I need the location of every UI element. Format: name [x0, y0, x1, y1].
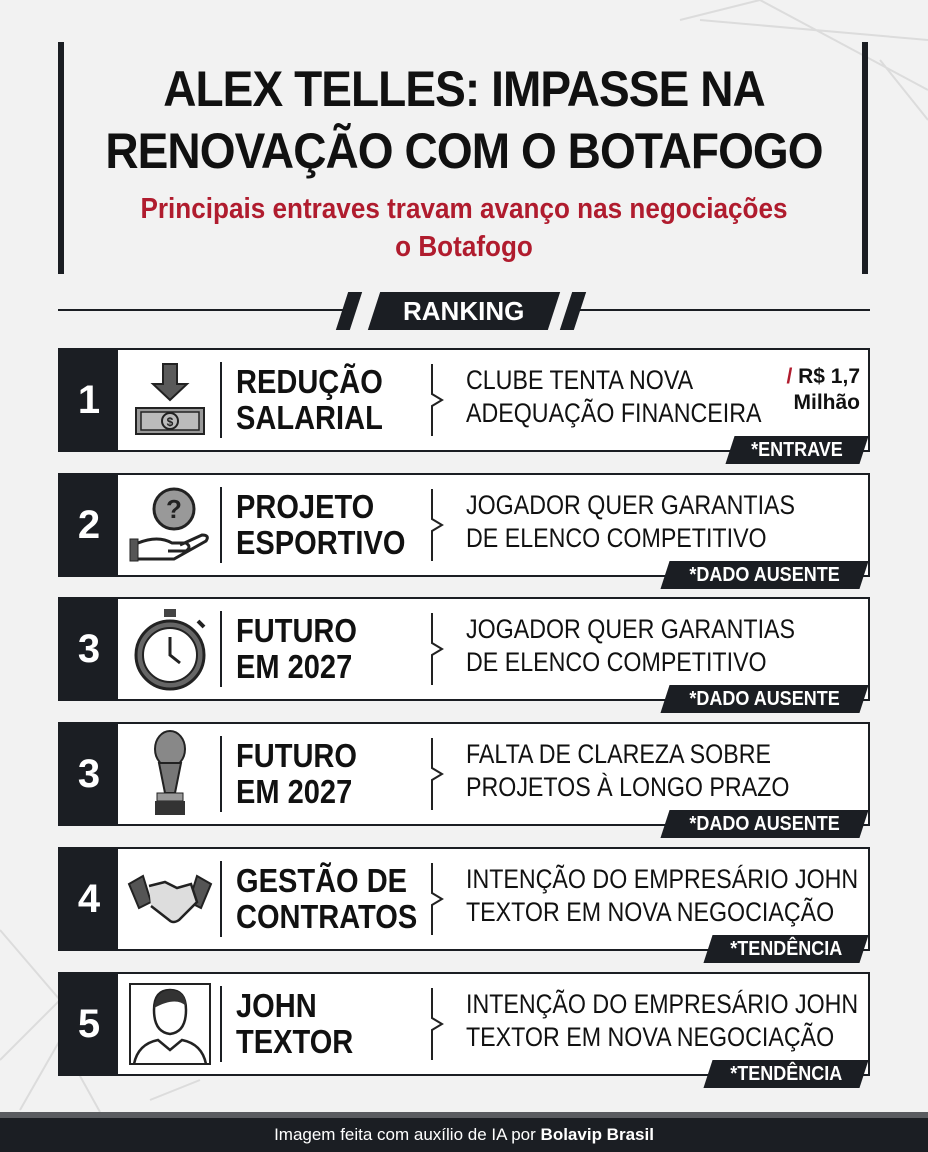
status-tag: *DADO AUSENTE: [660, 561, 868, 589]
row-title-line-1: REDUÇÃO: [236, 363, 383, 400]
row-description-line-2: TEXTOR EM NOVA NEGOCIAÇÃO: [466, 897, 835, 927]
title-line-2: RENOVAÇÃO COM O BOTAFOGO: [105, 123, 823, 179]
ranking-row: [58, 972, 870, 1085]
rank-number: 1: [60, 350, 118, 450]
page-subtitle: [109, 190, 818, 266]
row-title: [236, 988, 353, 1060]
question-hand-icon: [124, 483, 216, 567]
status-tag: *TENDÊNCIA: [703, 1060, 869, 1088]
subtitle-line-2: o Botafogo: [395, 231, 533, 263]
footer-text: Imagem feita com auxílio de IA por: [274, 1125, 536, 1144]
row-title-line-2: CONTRATOS: [236, 898, 418, 935]
rank-number: 2: [60, 475, 118, 575]
row-description-line-2: ADEQUAÇÃO FINANCEIRA: [466, 398, 762, 428]
row-title-line-1: JOHN: [236, 987, 317, 1024]
divider-left: [58, 309, 348, 311]
row-title-line-2: EM 2027: [236, 648, 353, 685]
row-description: [466, 489, 795, 555]
row-description-line-2: PROJETOS À LONGO PRAZO: [466, 772, 790, 802]
svg-text:$: $: [166, 415, 174, 429]
person-portrait-icon: [124, 982, 216, 1066]
row-title: [236, 364, 383, 436]
separator: [220, 487, 222, 563]
slash-mark: /: [786, 365, 799, 388]
row-title-line-1: FUTURO: [236, 612, 357, 649]
separator: [220, 986, 222, 1062]
status-tag: *ENTRAVE: [726, 436, 869, 464]
chevron-right-icon: [430, 863, 444, 935]
ranking-row: [58, 348, 870, 461]
footer-brand: Bolavip Brasil: [540, 1125, 654, 1144]
row-title: [236, 489, 405, 561]
row-description-line-2: DE ELENCO COMPETITIVO: [466, 523, 767, 553]
right-accent-bar: [862, 42, 868, 274]
row-description: [466, 364, 761, 430]
page-title: [102, 58, 827, 182]
row-title-line-2: ESPORTIVO: [236, 524, 406, 561]
chevron-right-icon: [430, 489, 444, 561]
value-amount: R$ 1,7: [798, 365, 860, 388]
rank-number: 5: [60, 974, 118, 1074]
separator: [220, 362, 222, 438]
subtitle-line-1: Principais entraves travam avanço nas negociações: [140, 193, 788, 225]
value-unit: Milhão: [793, 391, 860, 414]
row-description-line-2: DE ELENCO COMPETITIVO: [466, 647, 767, 677]
footer-credit: [0, 1112, 928, 1152]
row-description-line-1: FALTA DE CLAREZA SOBRE: [466, 739, 771, 769]
row-description-line-1: CLUBE TENTA NOVA: [466, 365, 694, 395]
row-title: [236, 613, 357, 685]
rank-number: 4: [60, 849, 118, 949]
rank-number: 3: [60, 599, 118, 699]
row-title-line-1: FUTURO: [236, 737, 357, 774]
row-description-line-1: JOGADOR QUER GARANTIAS: [466, 614, 796, 644]
row-description-line-2: TEXTOR EM NOVA NEGOCIAÇÃO: [466, 1022, 835, 1052]
separator: [220, 861, 222, 937]
ranking-row: [58, 722, 870, 835]
status-tag: *DADO AUSENTE: [660, 685, 868, 713]
row-value: [786, 364, 860, 416]
row-title-line-1: PROJETO: [236, 488, 375, 525]
row-title-line-2: SALARIAL: [236, 399, 383, 436]
ranking-row: [58, 473, 870, 586]
row-description: [466, 863, 858, 929]
row-description: [466, 613, 795, 679]
status-tag: *DADO AUSENTE: [660, 810, 868, 838]
row-title: [236, 738, 357, 810]
row-title-line-1: GESTÃO DE: [236, 862, 408, 899]
ranking-row: [58, 847, 870, 960]
stopwatch-icon: [124, 607, 216, 691]
row-description: [466, 988, 858, 1054]
rank-number: 3: [60, 724, 118, 824]
status-tag: *TENDÊNCIA: [703, 935, 869, 963]
handshake-icon: [124, 857, 216, 941]
chevron-right-icon: [430, 738, 444, 810]
row-title: [236, 863, 417, 935]
chevron-right-icon: [430, 613, 444, 685]
separator: [220, 611, 222, 687]
salary-cut-icon: [124, 358, 216, 442]
title-line-1: ALEX TELLES: IMPASSE NA: [163, 61, 765, 117]
row-description-line-1: INTENÇÃO DO EMPRESÁRIO JOHN: [466, 864, 859, 894]
svg-text:?: ?: [166, 494, 182, 524]
row-title-line-2: TEXTOR: [236, 1023, 354, 1060]
row-title-line-2: EM 2027: [236, 773, 353, 810]
ranking-row: [58, 597, 870, 710]
row-description-line-1: JOGADOR QUER GARANTIAS: [466, 490, 796, 520]
divider-right: [580, 309, 870, 311]
separator: [220, 736, 222, 812]
row-description-line-1: INTENÇÃO DO EMPRESÁRIO JOHN: [466, 989, 859, 1019]
left-accent-bar: [58, 42, 64, 274]
trophy-icon: [124, 732, 216, 816]
chevron-right-icon: [430, 364, 444, 436]
chevron-right-icon: [430, 988, 444, 1060]
row-description: [466, 738, 789, 804]
ranking-label: RANKING: [368, 292, 560, 330]
